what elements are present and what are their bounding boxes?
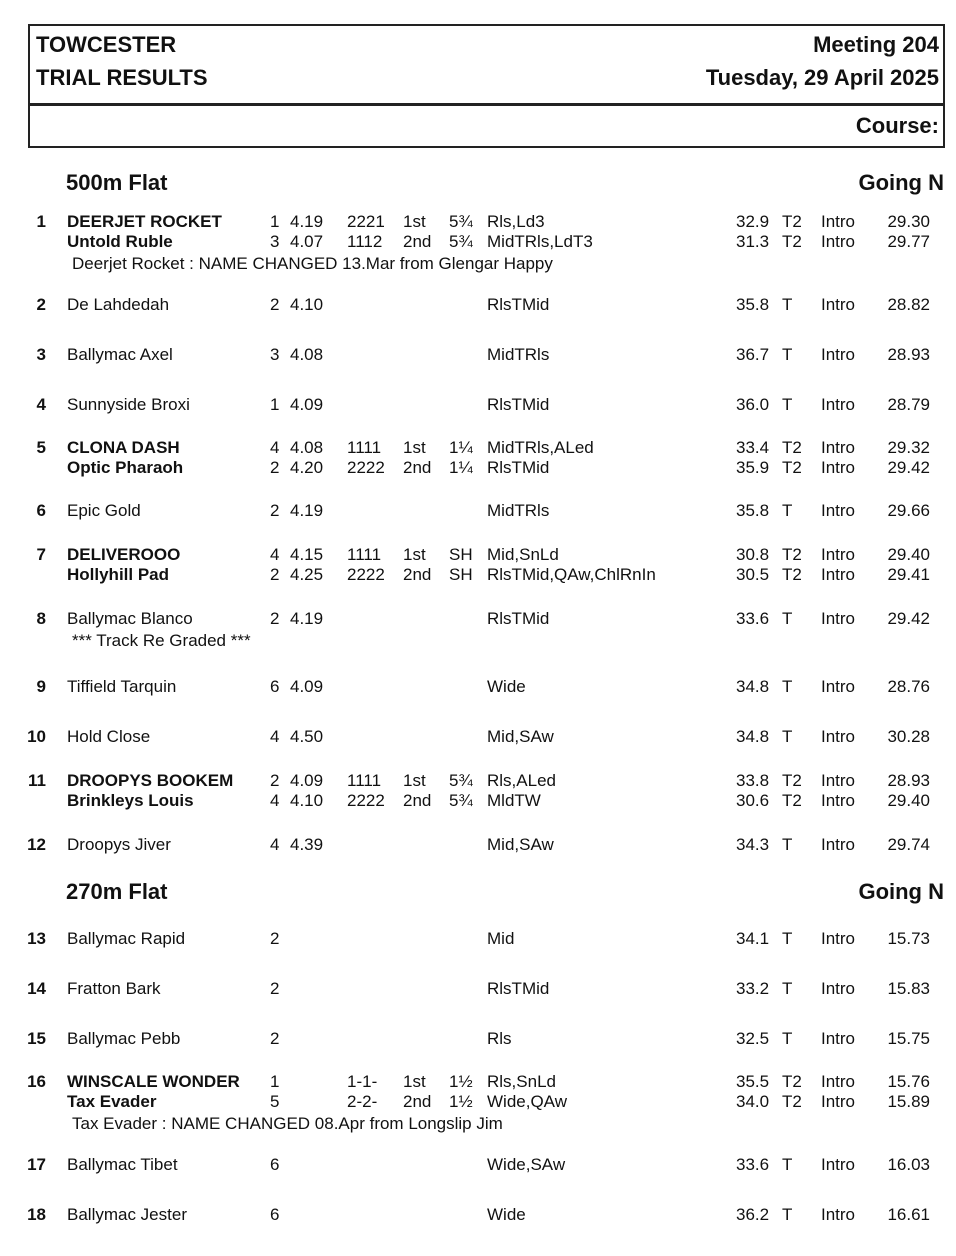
- section-going: Going N: [858, 170, 944, 195]
- dog-name: DELIVEROOO: [67, 545, 181, 564]
- dog-trap: 2: [270, 929, 280, 948]
- dog-time: 29.30: [887, 212, 930, 231]
- dog-type: Intro: [821, 835, 856, 854]
- dog-type: Intro: [821, 1072, 856, 1091]
- dog-grade: T: [782, 727, 793, 746]
- dog-grade: T2: [782, 545, 802, 564]
- dog-split: 4.09: [290, 677, 324, 696]
- dog-time: 29.77: [887, 232, 930, 251]
- dog-grade: T2: [782, 791, 802, 810]
- dog-remarks: RlsTMid: [487, 979, 550, 998]
- dog-dist: 1¼: [449, 438, 473, 457]
- dog-sectionals: 2222: [347, 791, 385, 810]
- trial-number: 3: [36, 345, 46, 364]
- dog-weight: 33.8: [736, 771, 770, 790]
- dog-weight: 35.8: [736, 295, 770, 314]
- dog-remarks: MidTRls: [487, 345, 550, 364]
- dog-name: Untold Ruble: [67, 232, 173, 251]
- dog-type: Intro: [821, 295, 856, 314]
- dog-trap: 2: [270, 458, 280, 477]
- dog-trap: 1: [270, 395, 280, 414]
- dog-pos: 1st: [403, 212, 426, 231]
- dog-type: Intro: [821, 1155, 856, 1174]
- venue-name: TOWCESTER: [36, 32, 177, 57]
- dog-time: 15.83: [887, 979, 930, 998]
- dog-name: Fratton Bark: [67, 979, 161, 998]
- dog-grade: T: [782, 677, 793, 696]
- dog-dist: SH: [449, 545, 473, 564]
- dog-grade: T: [782, 295, 793, 314]
- dog-remarks: RlsTMid: [487, 609, 550, 628]
- dog-sectionals: 2222: [347, 565, 385, 584]
- dog-remarks: MidTRls: [487, 501, 550, 520]
- dog-sectionals: 2222: [347, 458, 385, 477]
- dog-type: Intro: [821, 345, 856, 364]
- dog-grade: T2: [782, 1092, 802, 1111]
- dog-name: Epic Gold: [67, 501, 141, 520]
- dog-weight: 34.0: [736, 1092, 770, 1111]
- dog-weight: 36.0: [736, 395, 770, 414]
- dog-type: Intro: [821, 545, 856, 564]
- dog-split: 4.25: [290, 565, 324, 584]
- dog-time: 16.61: [887, 1205, 930, 1224]
- dog-weight: 33.2: [736, 979, 770, 998]
- dog-name: DEERJET ROCKET: [67, 212, 222, 231]
- dog-grade: T: [782, 345, 793, 364]
- dog-time: 15.73: [887, 929, 930, 948]
- dog-name: Ballymac Pebb: [67, 1029, 181, 1048]
- dog-dist: 5¾: [449, 771, 473, 790]
- dog-name: Sunnyside Broxi: [67, 395, 190, 414]
- dog-time: 28.93: [887, 345, 930, 364]
- dog-remarks: Mid: [487, 929, 515, 948]
- dog-split: 4.19: [290, 212, 324, 231]
- trial-number: 18: [27, 1205, 46, 1224]
- dog-weight: 30.8: [736, 545, 770, 564]
- trial-number: 4: [36, 395, 46, 414]
- dog-sectionals: 1111: [347, 771, 382, 790]
- dog-remarks: Mid,SAw: [487, 727, 554, 746]
- dog-time: 28.79: [887, 395, 930, 414]
- dog-weight: 34.1: [736, 929, 770, 948]
- dog-remarks: MidTRls,LdT3: [487, 232, 593, 251]
- dog-type: Intro: [821, 395, 856, 414]
- dog-split: 4.08: [290, 438, 324, 457]
- dog-type: Intro: [821, 1205, 856, 1224]
- dog-grade: T2: [782, 565, 802, 584]
- dog-type: Intro: [821, 791, 856, 810]
- dog-grade: T: [782, 501, 793, 520]
- dog-weight: 33.4: [736, 438, 770, 457]
- dog-remarks: MidTRls,ALed: [487, 438, 594, 457]
- dog-trap: 4: [270, 791, 280, 810]
- dog-trap: 6: [270, 1155, 280, 1174]
- dog-type: Intro: [821, 1092, 856, 1111]
- dog-remarks: RlsTMid: [487, 458, 550, 477]
- dog-time: 29.42: [887, 458, 930, 477]
- dog-type: Intro: [821, 438, 856, 457]
- dog-weight: 34.8: [736, 727, 770, 746]
- dog-sectionals: 1111: [347, 438, 382, 457]
- dog-type: Intro: [821, 212, 856, 231]
- dog-trap: 6: [270, 677, 280, 696]
- dog-grade: T2: [782, 458, 802, 477]
- dog-split: 4.19: [290, 501, 324, 520]
- dog-remarks: Mid,SAw: [487, 835, 554, 854]
- dog-weight: 35.5: [736, 1072, 770, 1091]
- dog-type: Intro: [821, 929, 856, 948]
- dog-time: 15.89: [887, 1092, 930, 1111]
- dog-remarks: Wide,SAw: [487, 1155, 566, 1174]
- dog-split: 4.10: [290, 791, 324, 810]
- dog-name: WINSCALE WONDER: [67, 1072, 240, 1091]
- dog-sectionals: 1111: [347, 545, 382, 564]
- dog-weight: 36.2: [736, 1205, 770, 1224]
- dog-grade: T: [782, 1029, 793, 1048]
- trial-number: 9: [36, 677, 46, 696]
- dog-trap: 2: [270, 771, 280, 790]
- trial-note: *** Track Re Graded ***: [72, 631, 251, 650]
- dog-remarks: Wide: [487, 677, 526, 696]
- section-distance: 270m Flat: [66, 879, 168, 904]
- dog-name: Tiffield Tarquin: [67, 677, 177, 696]
- trial-number: 6: [36, 501, 46, 520]
- dog-dist: SH: [449, 565, 473, 584]
- dog-weight: 34.8: [736, 677, 770, 696]
- dog-type: Intro: [821, 501, 856, 520]
- dog-weight: 36.7: [736, 345, 770, 364]
- dog-dist: 5¾: [449, 232, 473, 251]
- dog-dist: 5¾: [449, 791, 473, 810]
- dog-weight: 33.6: [736, 1155, 770, 1174]
- trial-note: Tax Evader : NAME CHANGED 08.Apr from Longslip Jim: [72, 1114, 503, 1133]
- dog-remarks: Rls: [487, 1029, 512, 1048]
- dog-type: Intro: [821, 565, 856, 584]
- dog-pos: 1st: [403, 771, 426, 790]
- dog-time: 16.03: [887, 1155, 930, 1174]
- document-title: TRIAL RESULTS: [36, 65, 208, 90]
- dog-type: Intro: [821, 609, 856, 628]
- dog-weight: 30.5: [736, 565, 770, 584]
- dog-split: 4.09: [290, 771, 324, 790]
- trial-number: 13: [27, 929, 46, 948]
- meeting-number: Meeting 204: [813, 32, 939, 57]
- dog-type: Intro: [821, 458, 856, 477]
- dog-trap: 2: [270, 565, 280, 584]
- dog-name: CLONA DASH: [67, 438, 180, 457]
- dog-remarks: RlsTMid: [487, 395, 550, 414]
- dog-time: 29.74: [887, 835, 930, 854]
- header-divider: [30, 103, 943, 106]
- dog-pos: 1st: [403, 545, 426, 564]
- dog-pos: 2nd: [403, 458, 432, 477]
- dog-split: 4.50: [290, 727, 324, 746]
- trial-number: 12: [27, 835, 46, 854]
- dog-grade: T2: [782, 212, 802, 231]
- dog-time: 28.82: [887, 295, 930, 314]
- dog-name: Hollyhill Pad: [67, 565, 170, 584]
- dog-name: Hold Close: [67, 727, 151, 746]
- dog-trap: 4: [270, 727, 280, 746]
- dog-trap: 1: [270, 212, 280, 231]
- dog-split: 4.10: [290, 295, 324, 314]
- trial-number: 2: [36, 295, 46, 314]
- trial-number: 7: [36, 545, 46, 564]
- dog-weight: 32.9: [736, 212, 770, 231]
- dog-grade: T: [782, 1205, 793, 1224]
- dog-remarks: RlsTMid,QAw,ChlRnIn: [487, 565, 656, 584]
- dog-remarks: Rls,Ld3: [487, 212, 545, 231]
- dog-weight: 32.5: [736, 1029, 770, 1048]
- dog-name: Ballymac Axel: [67, 345, 173, 364]
- dog-sectionals: 2-2-: [347, 1092, 378, 1111]
- dog-sectionals: 2221: [347, 212, 385, 231]
- dog-sectionals: 1-1-: [347, 1072, 378, 1091]
- dog-trap: 1: [270, 1072, 280, 1091]
- trial-note: Deerjet Rocket : NAME CHANGED 13.Mar from Glengar Happy: [72, 254, 553, 273]
- dog-name: De Lahdedah: [67, 295, 170, 314]
- trial-number: 17: [27, 1155, 46, 1174]
- dog-split: 4.39: [290, 835, 324, 854]
- section-distance: 500m Flat: [66, 170, 168, 195]
- dog-time: 29.42: [887, 609, 930, 628]
- dog-dist: 1½: [449, 1072, 473, 1091]
- dog-remarks: Wide: [487, 1205, 526, 1224]
- dog-type: Intro: [821, 677, 856, 696]
- dog-time: 15.76: [887, 1072, 930, 1091]
- trial-number: 14: [27, 979, 46, 998]
- dog-remarks: Rls,SnLd: [487, 1072, 556, 1091]
- dog-name: Brinkleys Louis: [67, 791, 194, 810]
- dog-split: 4.20: [290, 458, 324, 477]
- trial-number: 16: [27, 1072, 46, 1091]
- dog-split: 4.19: [290, 609, 324, 628]
- dog-dist: 1¼: [449, 458, 473, 477]
- trial-number: 15: [27, 1029, 46, 1048]
- dog-remarks: Rls,ALed: [487, 771, 556, 790]
- dog-grade: T2: [782, 1072, 802, 1091]
- dog-trap: 2: [270, 295, 280, 314]
- dog-name: DROOPYS BOOKEM: [67, 771, 234, 790]
- dog-weight: 35.9: [736, 458, 770, 477]
- dog-split: 4.08: [290, 345, 324, 364]
- trial-number: 1: [36, 212, 46, 231]
- dog-name: Ballymac Rapid: [67, 929, 186, 948]
- dog-split: 4.07: [290, 232, 324, 251]
- dog-time: 29.32: [887, 438, 930, 457]
- dog-weight: 30.6: [736, 791, 770, 810]
- dog-trap: 5: [270, 1092, 280, 1111]
- dog-grade: T2: [782, 771, 802, 790]
- dog-dist: 5¾: [449, 212, 473, 231]
- trial-number: 8: [36, 609, 46, 628]
- dog-name: Tax Evader: [67, 1092, 157, 1111]
- dog-grade: T: [782, 395, 793, 414]
- dog-grade: T: [782, 979, 793, 998]
- section-going: Going N: [858, 879, 944, 904]
- dog-grade: T: [782, 929, 793, 948]
- dog-trap: 2: [270, 979, 280, 998]
- dog-remarks: RlsTMid: [487, 295, 550, 314]
- dog-trap: 2: [270, 501, 280, 520]
- dog-trap: 3: [270, 232, 280, 251]
- dog-name: Ballymac Blanco: [67, 609, 193, 628]
- dog-pos: 1st: [403, 438, 426, 457]
- dog-type: Intro: [821, 771, 856, 790]
- meeting-date: Tuesday, 29 April 2025: [705, 65, 939, 90]
- dog-trap: 2: [270, 609, 280, 628]
- dog-name: Ballymac Tibet: [67, 1155, 178, 1174]
- dog-name: Ballymac Jester: [67, 1205, 187, 1224]
- dog-pos: 2nd: [403, 565, 432, 584]
- dog-time: 15.75: [887, 1029, 930, 1048]
- dog-time: 29.40: [887, 545, 930, 564]
- dog-pos: 1st: [403, 1072, 426, 1091]
- dog-trap: 4: [270, 835, 280, 854]
- dog-time: 28.93: [887, 771, 930, 790]
- trial-number: 10: [27, 727, 46, 746]
- dog-name: Optic Pharaoh: [67, 458, 184, 477]
- dog-pos: 2nd: [403, 791, 432, 810]
- dog-name: Droopys Jiver: [67, 835, 171, 854]
- dog-grade: T: [782, 835, 793, 854]
- results-header: [28, 24, 945, 148]
- dog-remarks: MldTW: [487, 791, 541, 810]
- dog-type: Intro: [821, 979, 856, 998]
- dog-weight: 35.8: [736, 501, 770, 520]
- dog-weight: 33.6: [736, 609, 770, 628]
- dog-dist: 1½: [449, 1092, 473, 1111]
- dog-time: 29.41: [887, 565, 930, 584]
- dog-type: Intro: [821, 232, 856, 251]
- dog-type: Intro: [821, 727, 856, 746]
- dog-split: 4.09: [290, 395, 324, 414]
- dog-trap: 2: [270, 1029, 280, 1048]
- dog-remarks: Wide,QAw: [487, 1092, 567, 1111]
- course-label: Course:: [855, 113, 939, 138]
- dog-time: 30.28: [887, 727, 930, 746]
- dog-pos: 2nd: [403, 232, 432, 251]
- dog-sectionals: 1112: [347, 232, 383, 251]
- trial-number: 5: [36, 438, 46, 457]
- dog-grade: T2: [782, 232, 802, 251]
- dog-remarks: Mid,SnLd: [487, 545, 559, 564]
- dog-time: 29.40: [887, 791, 930, 810]
- dog-time: 28.76: [887, 677, 930, 696]
- dog-trap: 4: [270, 438, 280, 457]
- dog-split: 4.15: [290, 545, 324, 564]
- dog-trap: 6: [270, 1205, 280, 1224]
- dog-weight: 34.3: [736, 835, 770, 854]
- dog-time: 29.66: [887, 501, 930, 520]
- dog-grade: T: [782, 609, 793, 628]
- dog-type: Intro: [821, 1029, 856, 1048]
- trial-number: 11: [28, 771, 46, 790]
- dog-trap: 3: [270, 345, 280, 364]
- dog-grade: T2: [782, 438, 802, 457]
- dog-weight: 31.3: [736, 232, 770, 251]
- dog-trap: 4: [270, 545, 280, 564]
- dog-pos: 2nd: [403, 1092, 432, 1111]
- dog-grade: T: [782, 1155, 793, 1174]
